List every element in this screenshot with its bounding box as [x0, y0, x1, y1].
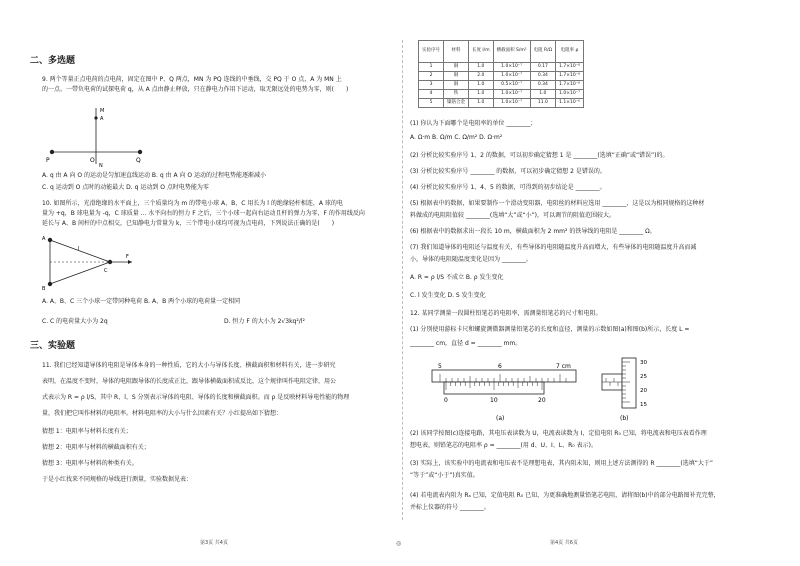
table-cell: 1.7×10⁻⁸ — [556, 72, 584, 81]
vernier-caliper-figure — [430, 354, 580, 424]
q11-line3: 式表示为 R = ρ l/S，其中 R、l、S 分别表示导体的电阻、导体的长度和横截面积。而 ρ 是反映材料导电性能的物理 — [42, 394, 350, 401]
q11-sub1: (1) 你认为下面哪个是电阻率的单位 ________； — [410, 120, 537, 127]
section-multiple-choice-title: 二、多选题 — [30, 56, 76, 66]
table-cell: 镍铬合金 — [444, 99, 469, 108]
q11-sub3: (3) 分析比较实验序号 ________ 的数据，可以初步确定猜想 2 是错误的。 — [410, 168, 606, 175]
point-q — [138, 150, 142, 154]
table-cell: 1.0×10⁻⁷ — [493, 63, 530, 72]
table-header: 材料 — [444, 41, 469, 63]
ball-a — [48, 238, 52, 242]
vernier-scale-20: 20 — [538, 397, 546, 404]
label-n: N — [99, 163, 103, 168]
q9-line2: 的一点。一带负电荷的试探电荷 q，从 A 点由静止释放，只在静电力作用下运动，取无限远处的电势为零，则( ) — [42, 86, 349, 93]
table-cell: 0.5×10⁻⁷ — [493, 81, 530, 90]
q11-table-intro: 于是小红找来不同规格的导线进行测量，实验数据见表： — [42, 476, 193, 483]
table-row — [419, 81, 584, 90]
table-cell: 铁 — [444, 90, 469, 99]
resistivity-table — [418, 40, 584, 108]
thimble-15: 15 — [640, 402, 647, 408]
micrometer-thimble — [622, 358, 636, 408]
q12-sub3-line1: (3) 实际上，该实验中的电流表和电压表不是理想电表，其内阻未知，则用上述方法测得的 R ________(选填“大于” — [410, 460, 713, 467]
ball-c — [108, 260, 112, 264]
q9-options-ab: A. q 由 A 向 O 的运动是匀加速直线运动 B. q 由 A 向 O 运动的过程电势能逐渐减小 — [42, 172, 266, 179]
table-cell: 1 — [419, 63, 444, 72]
table-row — [419, 63, 584, 72]
table-cell: 1.0×10⁻⁷ — [556, 90, 584, 99]
label-force: F — [126, 254, 129, 260]
ball-b — [48, 282, 52, 286]
right-page-footer: 第4页 共6页 — [550, 540, 578, 546]
vernier-scale-10: 10 — [490, 397, 498, 404]
q10-figure — [42, 232, 142, 292]
left-page-footer: 第3页 共4页 — [200, 540, 228, 546]
table-cell: 铜 — [444, 81, 469, 90]
q10-line2: 量为 +q，B 球电量为 -q，C 球质量 ... 水平向右的恒力 F 之后，三个小球一起向右运动且杆的弹力为零，F 的作用线反向 — [42, 210, 365, 217]
q11-sub7-options-ab: A. R = ρ l/S 不成立 B. ρ 发生变化 — [410, 274, 504, 281]
q12-intro: 12. 某同学测量一段圆柱铅笔芯的电阻率，需测量铅笔芯的尺寸和电阻。 — [410, 310, 602, 317]
table-cell: 1.0 — [469, 90, 494, 99]
q12-sub2-line2: 想电表，则铅笔芯的电阻率 ρ = ________(用 d、U、I、L、R₀ 表示)。 — [410, 442, 597, 449]
thimble-25: 25 — [640, 374, 647, 380]
point-a — [94, 116, 97, 119]
label-ball-b: B — [42, 286, 46, 292]
table-cell: 1.7×10⁻⁸ — [556, 63, 584, 72]
label-m: M — [100, 108, 105, 114]
table-cell: 5 — [419, 99, 444, 108]
thimble-30: 30 — [640, 360, 647, 366]
q10-options-ab: A. A、B、C 三个小球一定带同种电荷 B. A、B 两个小球的电荷量一定相同 — [42, 298, 241, 305]
table-cell: 4 — [419, 90, 444, 99]
table-cell: 1.0×10⁻⁷ — [493, 99, 530, 108]
table-cell: 1.0×10⁻⁷ — [493, 90, 530, 99]
q11-guess3: 猜想 3：电阻率与材料的种类有关。 — [42, 460, 138, 467]
arrow-head — [128, 260, 132, 264]
left-page — [28, 0, 400, 566]
table-header-row — [419, 41, 584, 63]
table-header: 实验序号 — [419, 41, 444, 63]
main-scale-5: 5 — [438, 363, 442, 370]
q11-line1: 11. 我们已经知道导体的电阻是导体本身的一种性质，它的大小与导体长度、横截面积和材料有关，进一步研究 — [42, 362, 336, 369]
micrometer-figure — [600, 354, 660, 424]
right-page — [410, 0, 780, 566]
table-cell: 3 — [419, 81, 444, 90]
thimble-20: 20 — [640, 388, 647, 394]
figure-a-caption: (a) — [496, 415, 505, 422]
label-ball-a: A — [42, 236, 46, 242]
q12-sub1-line2: ________ cm，直径 d = ________ mm。 — [410, 340, 522, 347]
q12-sub2-line1: (2) 该同学按图(c)连接电路，其电压表读数为 U，电流表读数为 I，定值电阻 R₀ 已知，将电流表和电压表看作理 — [410, 430, 707, 437]
figure-b-caption: (b) — [620, 415, 629, 422]
q11-guess2: 猜想 2：电阻率与材料的横截面积有关； — [42, 444, 150, 451]
page-divider — [402, 40, 403, 520]
label-p: P — [46, 157, 50, 164]
q11-sub2: (2) 分析比较实验序号 1、2 的数据，可以初步确定猜想 1 是 ________(选填“正确”或“错误”)的。 — [410, 152, 669, 159]
q11-sub4: (4) 分析比较实验序号 1、4、5 的数据，可得到的初步结论是 ________。 — [410, 184, 606, 191]
main-scale-bar — [432, 370, 576, 382]
q10-line3: 延长与 A、B 间杆的中点相交，已知静电力常量为 k，三个带电小球均可视为点电荷，下列说法正确的是( ) — [42, 220, 335, 227]
table-row — [419, 90, 584, 99]
q9-line1: 9. 两个等量正点电荷的点电荷，固定在图中 P、Q 两点，MN 为 PQ 连线的中垂线，交 PQ 于 O 点，A 为 MN 上 — [42, 76, 342, 83]
label-a: A — [100, 116, 104, 122]
label-q: Q — [136, 157, 141, 164]
table-cell: 1.0 — [469, 63, 494, 72]
q11-sub7-options-cd: C. l 发生变化 D. S 发生变化 — [410, 292, 486, 299]
q11-sub7-line2: 小，导体的电阻随温度变化是因为 ________。 — [410, 256, 532, 263]
table-cell: 1.0 — [530, 90, 556, 99]
table-cell: 1.0 — [469, 99, 494, 108]
q9-figure — [42, 104, 152, 168]
rod-ac — [50, 240, 110, 262]
table-cell: 1.0×10⁻⁷ — [493, 72, 530, 81]
q11-guess1: 猜想 1：电阻率与材料长度有关； — [42, 428, 132, 435]
binding-mark: ◎ — [396, 540, 402, 547]
q11-sub1-options: A. Ω·m B. Ω/m C. Ω/m² D. Ω·m² — [410, 134, 503, 141]
label-ball-c: C — [104, 268, 108, 274]
vernier-scale-0: 0 — [444, 397, 448, 404]
q12-sub4-line1: (4) 若电流表内阻为 Rₐ 已知，定值电阻 R₀ 已知，为更准确地测量铅笔芯电阻，请将图(b)中的部分电路图补充完整， — [410, 492, 720, 499]
label-o: O — [90, 157, 95, 164]
q10-line1: 10. 如图所示，光滑绝缘的水平面上，三个质量均为 m 的带电小球 A、B、C 用长为 l 的绝缘轻杆相连，A 球的电 — [42, 200, 343, 207]
table-cell: 铜 — [444, 72, 469, 81]
main-scale-6: 6 — [498, 363, 502, 370]
q11-line2: 表明，在温度不变时，导体的电阻跟导体的长度成正比，跟导体横截面积成反比，这个规律叫作电阻定律，用公 — [42, 378, 337, 385]
table-cell: 1.1×10⁻⁶ — [556, 99, 584, 108]
table-cell: 铜 — [444, 63, 469, 72]
table-row — [419, 72, 584, 81]
q11-line4: 量，我们把它叫作材料的电阻率。材料电阻率的大小与什么因素有关？小红提出如下猜想： — [42, 410, 283, 417]
rod-bc — [50, 262, 110, 284]
point-p — [50, 150, 54, 154]
table-cell: 2.0 — [469, 72, 494, 81]
table-header: 电阻 R/Ω — [530, 41, 556, 63]
table-cell: 0.34 — [530, 81, 556, 90]
table-cell: 1.0 — [469, 81, 494, 90]
q12-sub3-line2: “等于”或“小于”)真实值。 — [410, 472, 479, 479]
table-cell: 11.0 — [530, 99, 556, 108]
table-cell: 1.7×10⁻⁸ — [556, 81, 584, 90]
table-cell: 0.34 — [530, 72, 556, 81]
table-header: 电阻率 ρ — [556, 41, 584, 63]
q10-option-c: C. C 的电荷量大小为 2q — [42, 318, 108, 325]
section-experiment-title: 三、实验题 — [30, 341, 76, 351]
q12-sub4-line2: 并标上仪器的符号 ________。 — [410, 504, 490, 511]
label-length: l — [78, 246, 80, 252]
main-scale-7: 7 cm — [556, 363, 571, 370]
table-header: 长度 l/m — [469, 41, 494, 63]
table-cell: 0.17 — [530, 63, 556, 72]
table-cell: 2 — [419, 72, 444, 81]
q12-sub1-line1: (1) 分别使用游标卡尺和螺旋测微器测量铅笔芯的长度和直径，测量的示数如图(a)和图(b)所示，长度 L = — [410, 326, 690, 333]
table-header: 横截面积 S/m² — [493, 41, 530, 63]
q11-sub6: (6) 根据表中的数据求出一段长 10 m，横截面积为 2 mm² 的铁导线的电阻是 ________ Ω。 — [410, 228, 656, 235]
table-row — [419, 99, 584, 108]
q11-sub5-line1: (5) 根据表中的数据，如果要制作一个滑动变阻器，电阻丝的材料应选用 ________，这是以为相同规格的这种材 — [410, 200, 705, 207]
q10-option-d: D. 恒力 F 的大小为 2√3kq²/l² — [224, 318, 305, 325]
q11-sub5-line2: 料做成的电阻阻值较 ________(选填“大”或“小”)，可以调节的阻值范围较大。 — [410, 212, 616, 219]
q11-sub7-line1: (7) 我们知道导体的电阻还与温度有关，有些导体的电阻随温度升高而增大，有些导体的电阻随温度升高而减 — [410, 244, 697, 251]
q9-options-cd: C. q 运动到 O 点时的动能最大 D. q 运动到 O 点时电势能为零 — [42, 184, 209, 191]
